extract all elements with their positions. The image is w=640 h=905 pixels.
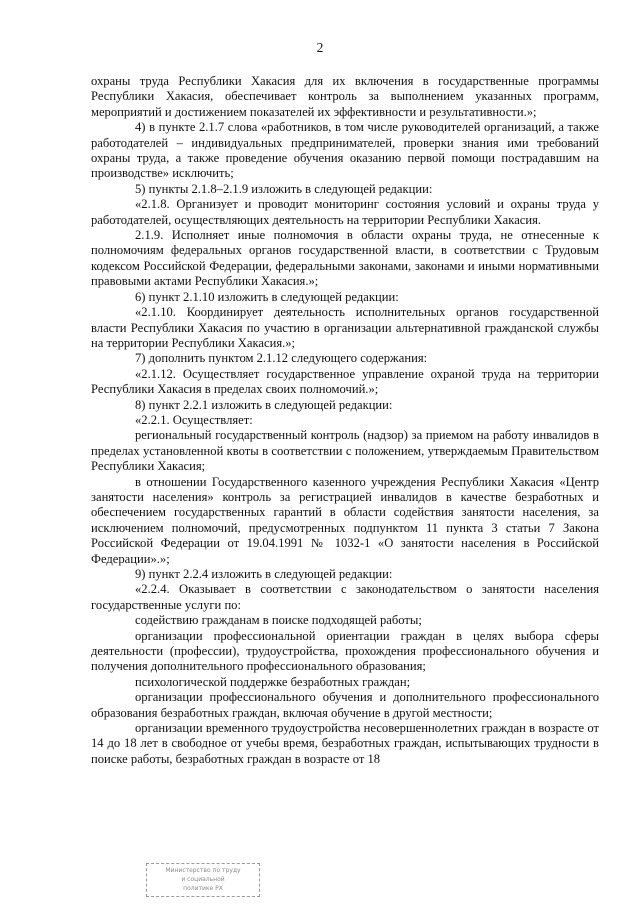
paragraph: 9) пункт 2.2.4 изложить в следующей редакции: <box>135 567 393 581</box>
paragraph: 2.1.9. Исполняет иные полномочия в области охраны труда, не отнесенные к полномочиям федеральных органов государственной власти, в соответствии с Трудовым кодексом Российской Федерации, федеральными законами, законами и иными нормативными правовыми актами Республики Хакасия.»; <box>91 228 599 289</box>
document-body <box>91 74 599 767</box>
paragraph: в отношении Государственного казенного учреждения Республики Хакасия «Центр занятости населения» контроль за регистрацией инвалидов в качестве безработных и обеспечением государственных гарантий в области содействия занятости населения, за исключением полномочий, предусмотренных подпунктом 11 пункта 3 статьи 7 Закона Российской Федерации от 19.04.1991 № 1032-1 «О занятости населения в Российской Федерации».»; <box>91 474 599 566</box>
stamp-line: политике РХ <box>183 885 223 892</box>
paragraph: организации профессиональной ориентации граждан в целях выбора сферы деятельности (профессии), трудоустройства, прохождения профессионального обучения и получения дополнительного профессионального образования; <box>91 628 599 674</box>
paragraph: 4) в пункте 2.1.7 слова «работников, в том числе руководителей организаций, а также работодателей – индивидуальных предпринимателей, проверки знания ими требований охраны труда, а также проведение обучения оказанию первой помощи пострадавшим на производстве» исключить; <box>91 120 599 181</box>
paragraph: организации профессионального обучения и дополнительного профессионального образования безработных граждан, включая обучение в другой местности; <box>91 690 599 720</box>
paragraph: «2.1.8. Организует и проводит мониторинг состояния условий и охраны труда у работодателей, осуществляющих деятельность на территории Республики Хакасия. <box>91 197 599 227</box>
paragraph: региональный государственный контроль (надзор) за приемом на работу инвалидов в пределах установленной квоты в соответствии с положением, утверждаемым Правительством Республики Хакасия; <box>91 428 599 474</box>
paragraph: «2.2.4. Оказывает в соответствии с законодательством о занятости населения государственные услуги по: <box>91 582 599 612</box>
paragraph: «2.1.10. Координирует деятельность исполнительных органов государственной власти Республики Хакасия по участию в организации альтернативной гражданской службы на территории Республики Хакасия.»; <box>91 305 599 350</box>
stamp-line: и социальной <box>181 876 225 883</box>
registration-stamp <box>146 863 260 897</box>
paragraph: психологической поддержке безработных граждан; <box>135 674 411 689</box>
paragraph: содействию гражданам в поиске подходящей работы; <box>135 613 422 628</box>
stamp-line: Министерство по труду <box>165 867 241 874</box>
paragraph: «2.1.12. Осуществляет государственное управление охраной труда на территории Республики Хакасия в пределах своих полномочий.»; <box>91 366 599 397</box>
paragraph: 6) пункт 2.1.10 изложить в следующей редакции: <box>135 289 399 304</box>
page-number: 2 <box>316 40 324 55</box>
paragraph: организации временного трудоустройства несовершеннолетних граждан в возрасте от 14 до 18 лет в свободное от учебы время, безработных граждан, испытывающих трудности в поиске работы, безработных граждан в возрасте от 18 <box>91 721 599 766</box>
paragraph: 8) пункт 2.2.1 изложить в следующей редакции: <box>135 397 393 412</box>
paragraph: «2.2.1. Осуществляет: <box>135 412 253 427</box>
paragraph: охраны труда Республики Хакасия для их включения в государственные программы Республики Хакасия, обеспечивает контроль за выполнением указанных программ, мероприятий и достижением показателей их эффективности и результативности.»; <box>91 74 599 119</box>
paragraph: 5) пункты 2.1.8–2.1.9 изложить в следующей редакции: <box>135 181 433 196</box>
paragraph: 7) дополнить пунктом 2.1.12 следующего содержания: <box>135 351 428 366</box>
